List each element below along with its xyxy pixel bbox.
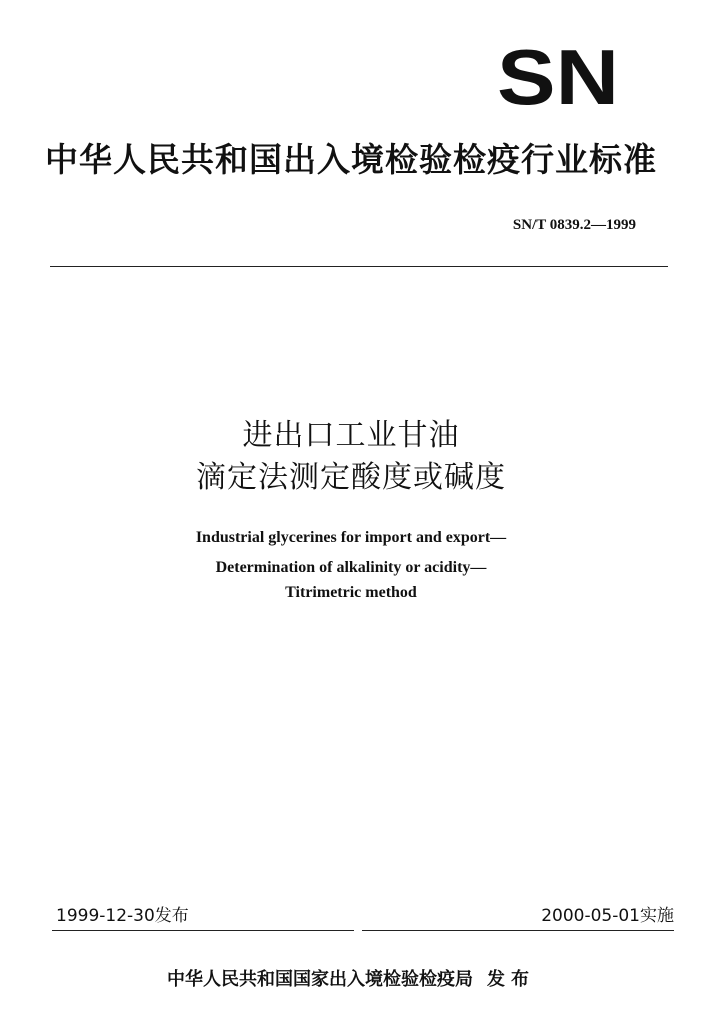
publisher-name: 中华人民共和国国家出入境检验检疫局: [167, 969, 473, 990]
publisher-line: [0, 968, 702, 992]
en-title-line-2: Determination of alkalinity or acidity—: [215, 559, 487, 576]
cn-title-line-2: 滴定法测定酸度或碱度: [196, 460, 506, 495]
standard-category-title: 中华人民共和国出入境检验检疫行业标准: [45, 140, 657, 179]
issue-date: 1999-12-30发布: [56, 906, 189, 926]
sn-logo-icon: [496, 44, 620, 110]
sn-logo: [496, 44, 620, 110]
en-title-line-3: Titrimetric method: [285, 584, 417, 601]
en-title-line-1: Industrial glycerines for import and export—: [195, 529, 507, 546]
implementation-date: 2000-05-01实施: [541, 906, 674, 926]
footer-divider-left: [52, 930, 354, 931]
header-divider: [50, 266, 668, 267]
sn-logo-text: SN: [497, 44, 619, 110]
footer-divider-right: [362, 930, 674, 931]
publisher-action: 发布: [487, 969, 535, 990]
cn-title-line-1: 进出口工业甘油: [242, 418, 460, 453]
standard-number: SN/T 0839.2—1999: [512, 217, 636, 233]
